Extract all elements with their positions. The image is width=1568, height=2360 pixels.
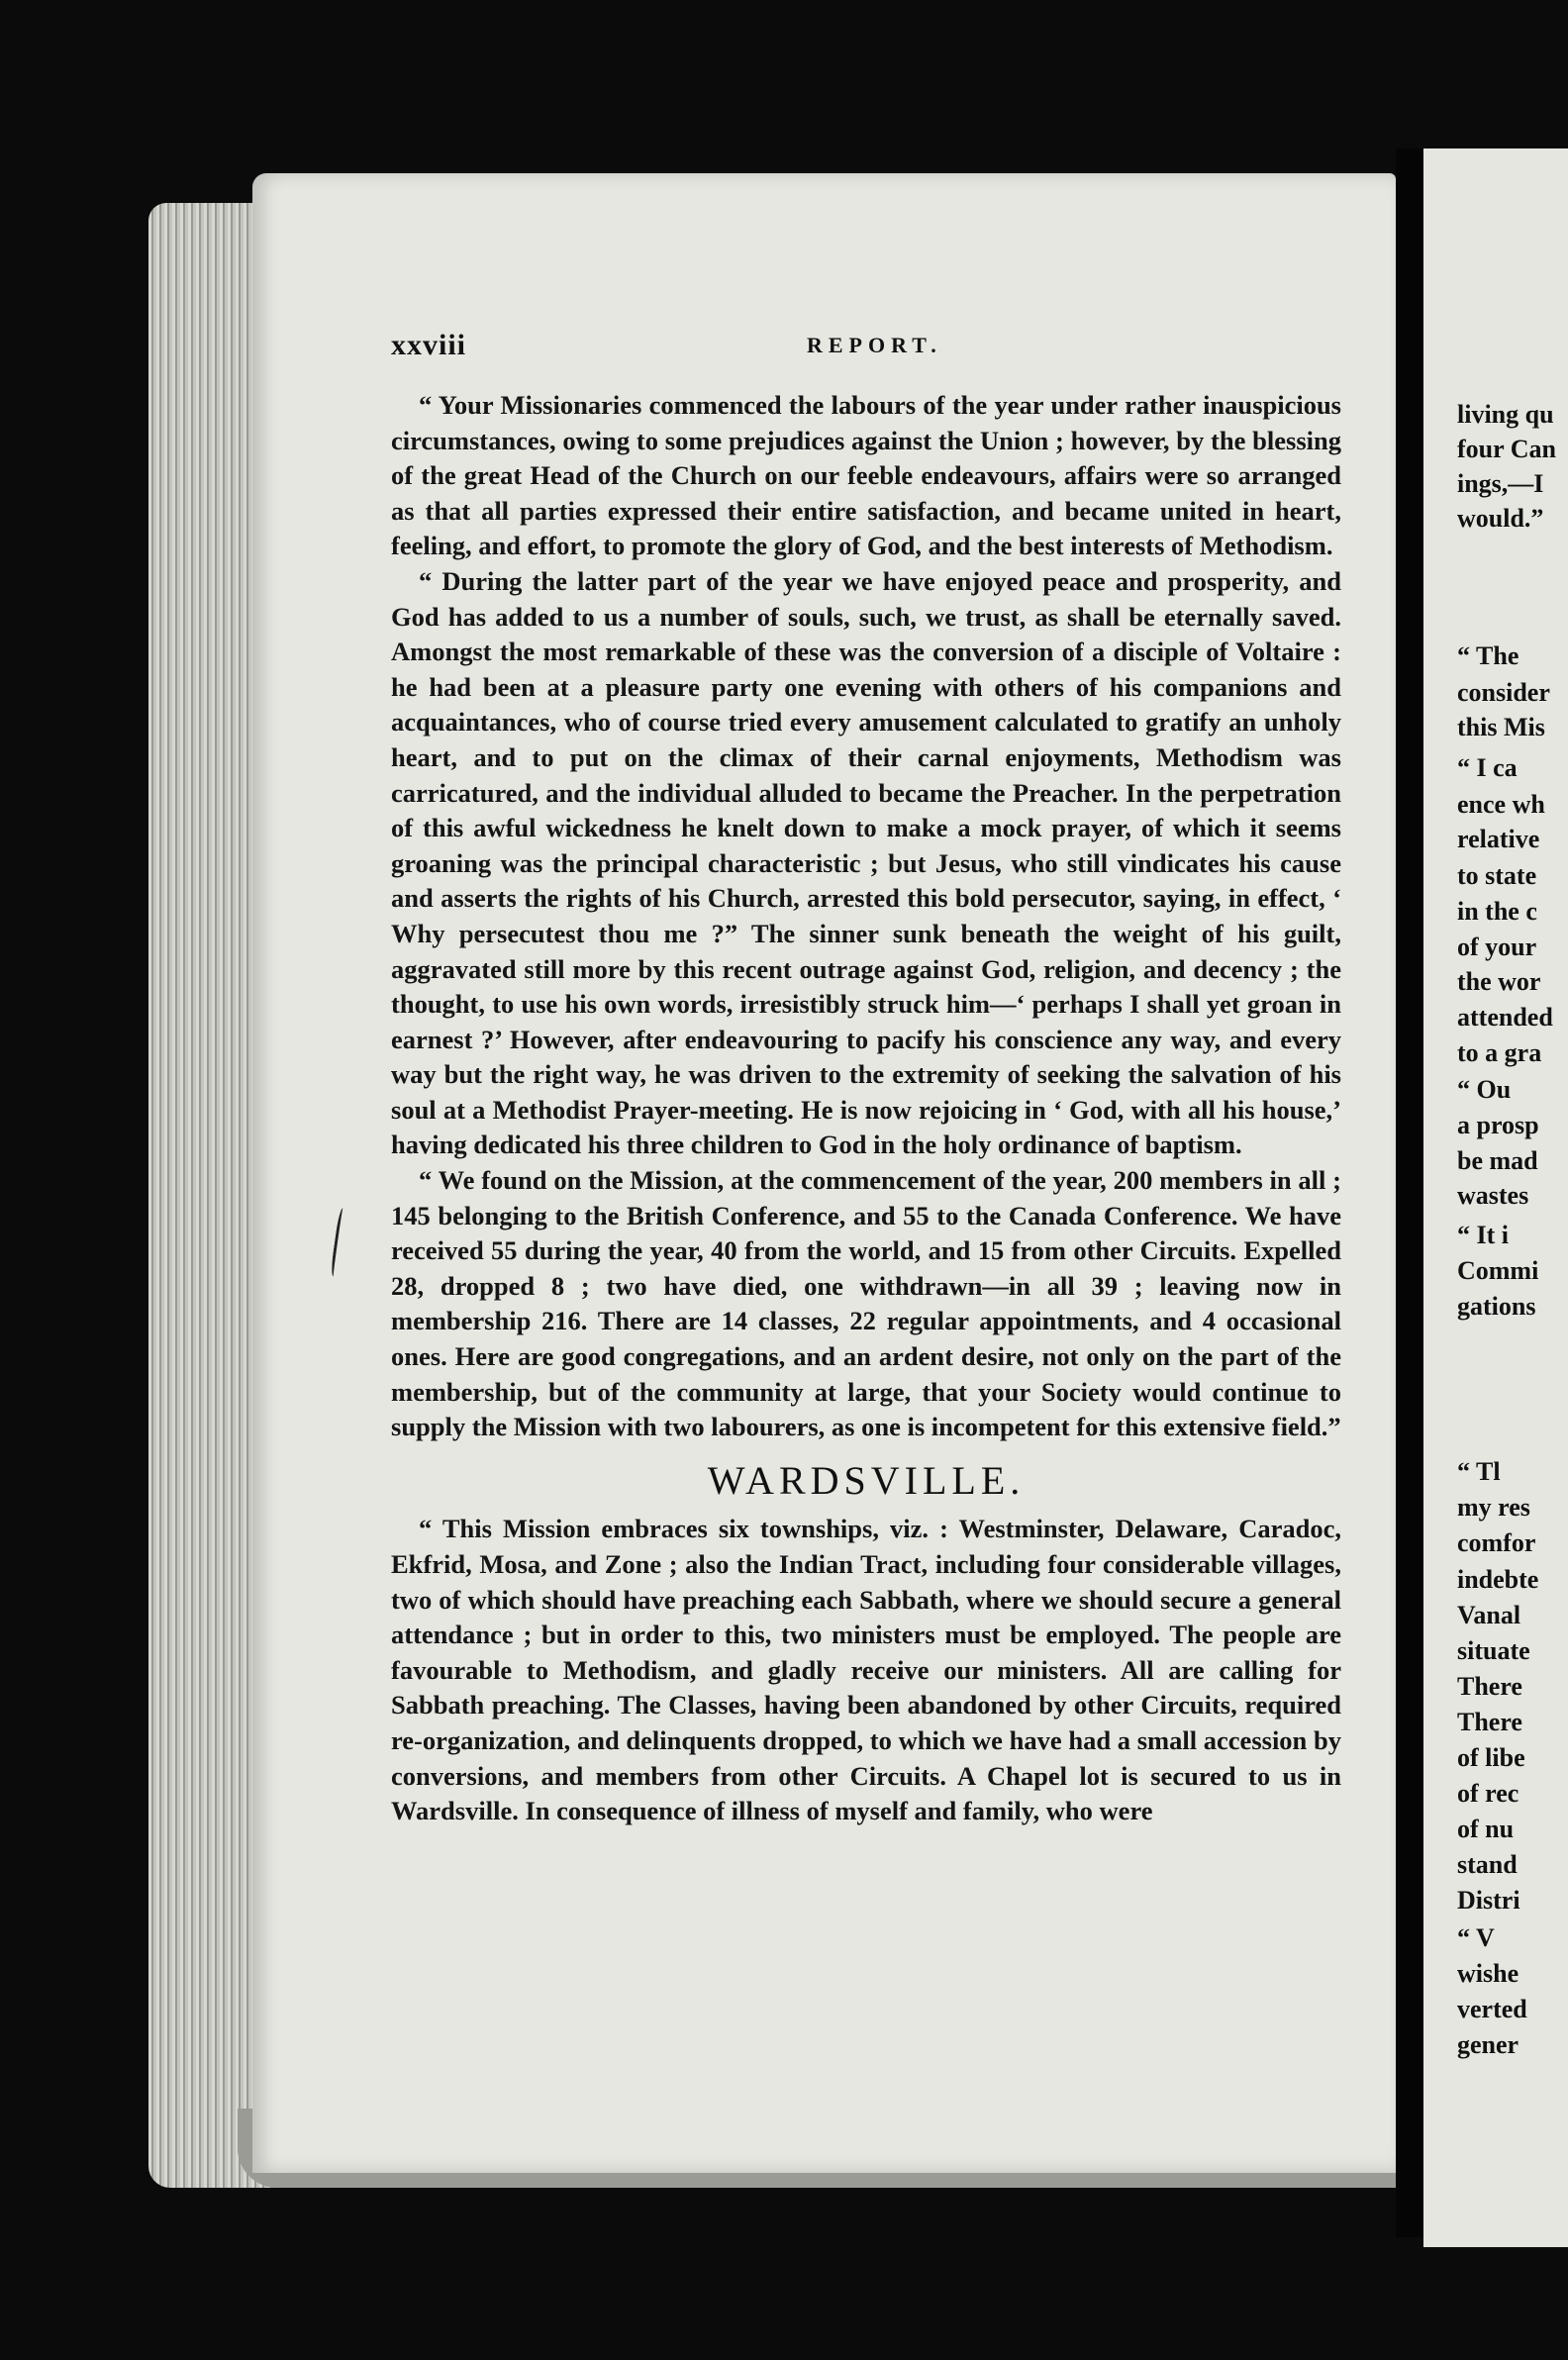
right-fragment: “ Ou: [1457, 1075, 1512, 1104]
right-fragment: of rec: [1457, 1779, 1519, 1808]
right-fragment: wishe: [1457, 1959, 1519, 1988]
right-fragment: “ I ca: [1457, 753, 1518, 782]
right-fragment: relative: [1457, 825, 1540, 853]
right-fragment: living qu: [1457, 400, 1554, 429]
right-fragment: be mad: [1457, 1146, 1538, 1175]
right-fragment: indebte: [1457, 1565, 1539, 1594]
page-number: xxviii: [391, 329, 467, 361]
right-fragment: Vanal: [1457, 1601, 1521, 1629]
right-fragment: “ The: [1457, 641, 1519, 670]
right-fragment: the wor: [1457, 967, 1541, 996]
paragraph-2: “ During the latter part of the year we have enjoyed peace and prosperity, and God has added to us a number of souls, such, we trust, as shall be eternally saved. Amongst the most remarkable of these was the conversion of a disciple of Voltaire : he had been at a pleasure party one evening with others of his companions and acquaintances, who of course tried every amusement calculated to gratify an unholy heart, and to put on the climax of their carnal enjoyments, Methodism was carricatured, and the individual alluded to became the Preacher. In the perpetration of this awful wickedness he knelt down to make a mock prayer, of which it seems groaning was the principal characteristic ; but Jesus, who still vindicates his cause and asserts the rights of his Church, arrested this bold persecutor, saying, in effect, ‘ Why persecutest thou me ?” The sinner sunk beneath the weight of his guilt, aggravated still more by this recent outrage against God, religion, and decency ; the thought, to use his own words, irresistibly struck him—‘ perhaps I shall yet groan in earnest ?’ However, after endeavouring to pacify his conscience any way, and every way but the right way, he was driven to the extremity of seeking the salvation of his soul at a Methodist Prayer-meeting. He is now rejoicing in ‘ God, with all his house,’ having dedicated his three children to God in the holy ordinance of baptism.: [391, 565, 1341, 1160]
right-fragment: attended: [1457, 1003, 1553, 1032]
right-fragment: of libe: [1457, 1743, 1525, 1772]
right-fragment: There: [1457, 1708, 1522, 1736]
running-head: REPORT.: [807, 333, 942, 357]
book-gutter: [1396, 148, 1423, 2237]
right-fragment: ings,—I: [1457, 469, 1544, 498]
right-fragment: comfor: [1457, 1528, 1536, 1557]
right-fragment: would.”: [1457, 504, 1544, 533]
right-fragment: of nu: [1457, 1815, 1515, 1843]
right-fragment: Commi: [1457, 1256, 1539, 1285]
right-fragment: of your: [1457, 933, 1537, 961]
right-fragment: my res: [1457, 1493, 1530, 1522]
section-paragraph: “ This Mission embraces six townships, viz. : Westminster, Delaware, Caradoc, Ekfrid, Mosa, and Zone ; also the Indian Tract, including four considerable villages, two of which should have preaching each Sabbath, where we should secure a general attendance ; but in order to this, two ministers must be employed. The people are favourable to Methodism, and gladly receive our ministers. All are calling for Sabbath preaching. The Classes, having been abandoned by other Circuits, required re-organization, and delinquents dropped, to which we have had a small accession by conversions, and members from other Circuits. A Chapel lot is secured to us in Wardsville. In consequence of illness of myself and family, who were: [391, 1514, 1341, 1826]
section-title: WARDSVILLE.: [707, 1457, 1026, 1503]
paragraph-1: “ Your Missionaries commenced the labours of the year under rather inauspicious circumstances, owing to some prejudices against the Union ; however, by the blessing of the great Head of the Church on our feeble endeavours, affairs were so arranged as that all parties expressed their entire satisfaction, and became united in heart, feeling, and effort, to promote the glory of God, and the best interests of Methodism.: [391, 390, 1341, 561]
right-fragment: verted: [1457, 1995, 1527, 2023]
right-fragment: in the c: [1457, 897, 1537, 926]
right-fragment: a prosp: [1457, 1111, 1539, 1139]
right-fragment: There: [1457, 1672, 1522, 1701]
right-fragment: stand: [1457, 1850, 1518, 1879]
right-fragment: consider: [1457, 678, 1550, 707]
right-fragment: four Can: [1457, 435, 1556, 463]
right-fragment: “ It i: [1457, 1221, 1509, 1249]
right-fragment: to state: [1457, 861, 1537, 890]
right-fragment: this Mis: [1457, 713, 1545, 741]
right-fragment: gations: [1457, 1292, 1536, 1321]
right-fragment: “ V: [1457, 1923, 1495, 1952]
right-fragment: wastes: [1457, 1181, 1529, 1210]
page-header: [391, 329, 1341, 368]
right-fragment: Distri: [1457, 1886, 1520, 1915]
right-fragment: situate: [1457, 1636, 1530, 1665]
right-fragment: gener: [1457, 2030, 1519, 2059]
right-fragment: “ Tl: [1457, 1457, 1501, 1486]
body-text: [391, 388, 1341, 1829]
paragraph-3: “ We found on the Mission, at the commencement of the year, 200 members in all ; 145 belonging to the British Conference, and 55 to the Canada Conference. We have received 55 during the year, 40 from the world, and 15 from other Circuits. Expelled 28, dropped 8 ; two have died, one withdrawn—in all 39 ; leaving now in membership 216. There are 14 classes, 22 regular appointments, and 4 occasional ones. Here are good congregations, and an ardent desire, not only on the part of the membership, but of the community at large, that your Society would continue to supply the Mission with two labourers, as one is incompetent for this extensive field.”: [391, 1165, 1341, 1442]
right-fragment: ence wh: [1457, 790, 1545, 819]
right-fragment: to a gra: [1457, 1038, 1542, 1067]
